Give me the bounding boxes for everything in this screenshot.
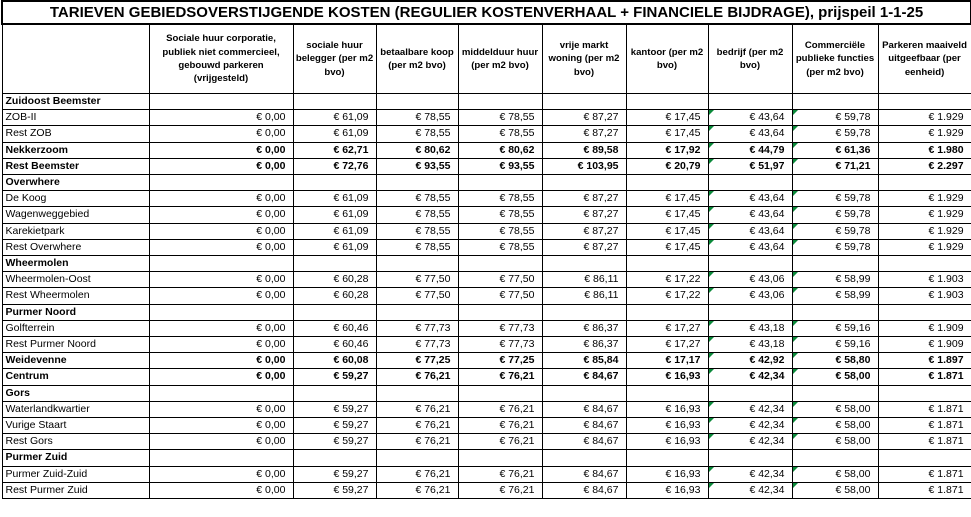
area-name: Wheermolen-Oost: [2, 272, 149, 288]
group-label: Zuidoost Beemster: [2, 94, 149, 110]
tariff-cell: € 0,00: [149, 434, 293, 450]
tariff-cell: € 17,45: [626, 239, 708, 255]
empty-cell: [458, 175, 542, 191]
group-header-row: [2, 175, 971, 191]
tariff-cell: € 78,55: [458, 191, 542, 207]
tariff-cell: € 1.929: [878, 223, 971, 239]
area-name: Golfterrein: [2, 320, 149, 336]
tariff-cell: € 76,21: [458, 466, 542, 482]
empty-cell: [626, 385, 708, 401]
empty-cell: [376, 256, 458, 272]
tariff-cell: € 0,00: [149, 466, 293, 482]
table-row: [2, 126, 971, 142]
table-row: [2, 207, 971, 223]
tariff-cell: € 60,28: [293, 272, 376, 288]
tariff-cell: € 59,16: [792, 320, 878, 336]
tariff-cell: € 17,45: [626, 223, 708, 239]
tariff-cell: € 76,21: [376, 401, 458, 417]
tariff-cell: € 87,27: [542, 191, 626, 207]
area-name: De Koog: [2, 191, 149, 207]
empty-cell: [149, 256, 293, 272]
empty-cell: [878, 304, 971, 320]
tariff-cell: € 20,79: [626, 158, 708, 174]
tariff-cell: € 1.871: [878, 418, 971, 434]
tariff-cell: € 1.929: [878, 110, 971, 126]
tariff-cell: € 86,37: [542, 337, 626, 353]
tariff-cell: € 1.871: [878, 466, 971, 482]
empty-cell: [376, 175, 458, 191]
header-commerciele-functies: Commerciële publieke functies (per m2 bvo): [792, 24, 878, 94]
tariff-cell: € 42,34: [708, 482, 792, 498]
tariff-cell: € 78,55: [458, 239, 542, 255]
tariff-cell: € 1.897: [878, 353, 971, 369]
tariff-cell: € 43,64: [708, 110, 792, 126]
group-label: Purmer Zuid: [2, 450, 149, 466]
tariff-cell: € 43,64: [708, 207, 792, 223]
empty-cell: [792, 256, 878, 272]
area-name: Rest Purmer Noord: [2, 337, 149, 353]
tariff-cell: € 0,00: [149, 223, 293, 239]
header-bedrijf: bedrijf (per m2 bvo): [708, 24, 792, 94]
tariff-cell: € 43,64: [708, 126, 792, 142]
empty-cell: [376, 450, 458, 466]
tariff-cell: € 0,00: [149, 158, 293, 174]
empty-cell: [878, 450, 971, 466]
header-sociale-huur-corporatie: Sociale huur corporatie, publiek niet commercieel, gebouwd parkeren (vrijgesteld): [149, 24, 293, 94]
empty-cell: [878, 94, 971, 110]
tariff-cell: € 1.929: [878, 239, 971, 255]
group-header-row: [2, 385, 971, 401]
tariff-cell: € 0,00: [149, 191, 293, 207]
tariff-cell: € 43,18: [708, 320, 792, 336]
empty-cell: [542, 450, 626, 466]
tariff-cell: € 0,00: [149, 110, 293, 126]
tariff-cell: € 59,78: [792, 191, 878, 207]
tariff-cell: € 59,16: [792, 337, 878, 353]
tariff-cell: € 1.871: [878, 434, 971, 450]
empty-cell: [376, 385, 458, 401]
tariff-cell: € 59,78: [792, 110, 878, 126]
tariff-cell: € 59,27: [293, 466, 376, 482]
tariff-cell: € 84,67: [542, 434, 626, 450]
table-row: [2, 401, 971, 417]
tariff-cell: € 1.980: [878, 142, 971, 158]
tariff-cell: € 0,00: [149, 207, 293, 223]
tariff-cell: € 0,00: [149, 288, 293, 304]
tariff-cell: € 59,27: [293, 482, 376, 498]
tariff-cell: € 58,00: [792, 369, 878, 385]
tariff-cell: € 60,46: [293, 320, 376, 336]
table-row: [2, 110, 971, 126]
tariff-cell: € 59,27: [293, 369, 376, 385]
group-label: Overwhere: [2, 175, 149, 191]
tariff-cell: € 43,06: [708, 272, 792, 288]
table-row: [2, 158, 971, 174]
tariff-cell: € 58,00: [792, 401, 878, 417]
tariff-cell: € 77,73: [458, 320, 542, 336]
tariff-cell: € 103,95: [542, 158, 626, 174]
tariff-cell: € 71,21: [792, 158, 878, 174]
tariff-cell: € 1.929: [878, 191, 971, 207]
tariff-cell: € 1.871: [878, 369, 971, 385]
tariff-cell: € 44,79: [708, 142, 792, 158]
tariff-cell: € 1.929: [878, 207, 971, 223]
tariff-cell: € 17,27: [626, 320, 708, 336]
empty-cell: [542, 94, 626, 110]
empty-cell: [542, 256, 626, 272]
header-area: [2, 24, 149, 94]
tariff-cell: € 59,78: [792, 239, 878, 255]
tariff-cell: € 0,00: [149, 337, 293, 353]
table-row: [2, 482, 971, 498]
tariff-cell: € 59,78: [792, 223, 878, 239]
table-row: [2, 369, 971, 385]
tariff-cell: € 77,50: [458, 288, 542, 304]
tariff-cell: € 42,34: [708, 369, 792, 385]
group-label: Gors: [2, 385, 149, 401]
area-name: Wagenweggebied: [2, 207, 149, 223]
tariff-cell: € 1.871: [878, 482, 971, 498]
header-parkeren-maaiveld: Parkeren maaiveld uitgeefbaar (per eenheid): [878, 24, 971, 94]
tariff-cell: € 59,78: [792, 207, 878, 223]
tariff-cell: € 17,45: [626, 191, 708, 207]
tariff-cell: € 76,21: [376, 418, 458, 434]
table-row: [2, 288, 971, 304]
tariff-cell: € 0,00: [149, 126, 293, 142]
tariff-cell: € 0,00: [149, 353, 293, 369]
group-header-row: [2, 94, 971, 110]
tariff-cell: € 78,55: [376, 110, 458, 126]
tariff-cell: € 84,67: [542, 418, 626, 434]
tariff-cell: € 78,55: [376, 239, 458, 255]
tariff-cell: € 87,27: [542, 207, 626, 223]
tariff-cell: € 59,78: [792, 126, 878, 142]
empty-cell: [708, 304, 792, 320]
empty-cell: [293, 94, 376, 110]
tariff-cell: € 87,27: [542, 239, 626, 255]
tariff-cell: € 16,93: [626, 466, 708, 482]
table-row: [2, 434, 971, 450]
tariff-cell: € 42,92: [708, 353, 792, 369]
tariff-cell: € 87,27: [542, 110, 626, 126]
tariff-cell: € 17,22: [626, 288, 708, 304]
tariff-cell: € 61,09: [293, 223, 376, 239]
table-row: [2, 466, 971, 482]
tariff-cell: € 42,34: [708, 466, 792, 482]
tariff-cell: € 17,45: [626, 207, 708, 223]
tariff-cell: € 61,09: [293, 239, 376, 255]
tariff-cell: € 93,55: [376, 158, 458, 174]
tariff-cell: € 17,27: [626, 337, 708, 353]
tariff-cell: € 1.929: [878, 126, 971, 142]
tariff-cell: € 86,11: [542, 272, 626, 288]
empty-cell: [149, 304, 293, 320]
tariff-cell: € 78,55: [376, 191, 458, 207]
tariff-cell: € 76,21: [376, 369, 458, 385]
tariff-cell: € 17,17: [626, 353, 708, 369]
empty-cell: [878, 256, 971, 272]
group-label: Wheermolen: [2, 256, 149, 272]
tariff-cell: € 59,27: [293, 418, 376, 434]
empty-cell: [542, 304, 626, 320]
tariff-cell: € 62,71: [293, 142, 376, 158]
empty-cell: [293, 175, 376, 191]
tariff-cell: € 42,34: [708, 434, 792, 450]
tariff-cell: € 78,55: [376, 223, 458, 239]
header-betaalbare-koop: betaalbare koop (per m2 bvo): [376, 24, 458, 94]
tariff-cell: € 59,27: [293, 401, 376, 417]
area-name: Purmer Zuid-Zuid: [2, 466, 149, 482]
tariff-cell: € 61,36: [792, 142, 878, 158]
area-name: Rest Overwhere: [2, 239, 149, 255]
tariff-cell: € 78,55: [458, 126, 542, 142]
tariff-cell: € 1.871: [878, 401, 971, 417]
tariff-cell: € 17,22: [626, 272, 708, 288]
tariff-cell: € 60,46: [293, 337, 376, 353]
tariff-cell: € 93,55: [458, 158, 542, 174]
tariff-cell: € 43,64: [708, 223, 792, 239]
tariff-cell: € 58,99: [792, 272, 878, 288]
tariff-cell: € 72,76: [293, 158, 376, 174]
tariff-cell: € 84,67: [542, 401, 626, 417]
area-name: Rest Beemster: [2, 158, 149, 174]
tariff-cell: € 1.909: [878, 320, 971, 336]
empty-cell: [626, 256, 708, 272]
area-name: Rest ZOB: [2, 126, 149, 142]
tariff-cell: € 76,21: [376, 466, 458, 482]
empty-cell: [708, 450, 792, 466]
tariff-cell: € 43,06: [708, 288, 792, 304]
empty-cell: [149, 175, 293, 191]
empty-cell: [626, 94, 708, 110]
empty-cell: [626, 304, 708, 320]
empty-cell: [708, 385, 792, 401]
tariff-cell: € 43,18: [708, 337, 792, 353]
tariff-table: [1, 0, 971, 499]
empty-cell: [792, 450, 878, 466]
empty-cell: [293, 256, 376, 272]
tariff-cell: € 0,00: [149, 320, 293, 336]
tariff-cell: € 61,09: [293, 126, 376, 142]
group-header-row: [2, 450, 971, 466]
tariff-cell: € 61,09: [293, 110, 376, 126]
table-row: [2, 239, 971, 255]
empty-cell: [376, 304, 458, 320]
tariff-cell: € 84,67: [542, 482, 626, 498]
tariff-cell: € 42,34: [708, 401, 792, 417]
tariff-cell: € 76,21: [458, 369, 542, 385]
table-row: [2, 272, 971, 288]
tariff-cell: € 76,21: [458, 401, 542, 417]
empty-cell: [792, 94, 878, 110]
empty-cell: [626, 450, 708, 466]
empty-cell: [149, 94, 293, 110]
tariff-cell: € 77,25: [458, 353, 542, 369]
tariff-cell: € 84,67: [542, 466, 626, 482]
tariff-cell: € 16,93: [626, 401, 708, 417]
empty-cell: [792, 385, 878, 401]
tariff-cell: € 16,93: [626, 418, 708, 434]
empty-cell: [149, 385, 293, 401]
table-row: [2, 418, 971, 434]
tariff-cell: € 87,27: [542, 126, 626, 142]
tariff-cell: € 58,99: [792, 288, 878, 304]
area-name: Weidevenne: [2, 353, 149, 369]
tariff-cell: € 86,37: [542, 320, 626, 336]
tariff-cell: € 77,73: [376, 337, 458, 353]
tariff-cell: € 76,21: [376, 482, 458, 498]
empty-cell: [376, 94, 458, 110]
tariff-cell: € 17,45: [626, 110, 708, 126]
area-name: ZOB-II: [2, 110, 149, 126]
tariff-cell: € 61,09: [293, 191, 376, 207]
tariff-cell: € 0,00: [149, 482, 293, 498]
empty-cell: [878, 385, 971, 401]
empty-cell: [542, 385, 626, 401]
area-name: Waterlandkwartier: [2, 401, 149, 417]
tariff-cell: € 78,55: [376, 207, 458, 223]
tariff-cell: € 76,21: [458, 482, 542, 498]
tariff-cell: € 58,00: [792, 418, 878, 434]
group-header-row: [2, 304, 971, 320]
empty-cell: [293, 450, 376, 466]
empty-cell: [626, 175, 708, 191]
empty-cell: [293, 304, 376, 320]
area-name: Centrum: [2, 369, 149, 385]
tariff-cell: € 78,55: [376, 126, 458, 142]
tariff-cell: € 87,27: [542, 223, 626, 239]
table-row: [2, 223, 971, 239]
tariff-cell: € 78,55: [458, 207, 542, 223]
empty-cell: [792, 304, 878, 320]
tariff-cell: € 60,28: [293, 288, 376, 304]
tariff-cell: € 78,55: [458, 110, 542, 126]
tariff-cell: € 2.297: [878, 158, 971, 174]
tariff-cell: € 1.903: [878, 288, 971, 304]
tariff-cell: € 17,45: [626, 126, 708, 142]
tariff-cell: € 77,50: [458, 272, 542, 288]
header-vrije-markt-woning: vrije markt woning (per m2 bvo): [542, 24, 626, 94]
tariff-cell: € 0,00: [149, 239, 293, 255]
tariff-cell: € 76,21: [458, 418, 542, 434]
tariff-cell: € 42,34: [708, 418, 792, 434]
tariff-cell: € 0,00: [149, 142, 293, 158]
tariff-cell: € 76,21: [376, 434, 458, 450]
tariff-cell: € 16,93: [626, 369, 708, 385]
empty-cell: [708, 94, 792, 110]
empty-cell: [708, 175, 792, 191]
tariff-cell: € 58,00: [792, 466, 878, 482]
tariff-cell: € 0,00: [149, 272, 293, 288]
area-name: Vurige Staart: [2, 418, 149, 434]
tariff-cell: € 58,80: [792, 353, 878, 369]
tariff-cell: € 0,00: [149, 369, 293, 385]
tariff-cell: € 89,58: [542, 142, 626, 158]
table-row: [2, 353, 971, 369]
empty-cell: [708, 256, 792, 272]
tariff-cell: € 60,08: [293, 353, 376, 369]
tariff-cell: € 84,67: [542, 369, 626, 385]
header-row: [2, 24, 971, 94]
empty-cell: [458, 304, 542, 320]
empty-cell: [458, 450, 542, 466]
tariff-cell: € 86,11: [542, 288, 626, 304]
empty-cell: [293, 385, 376, 401]
table-row: [2, 142, 971, 158]
tariff-cell: € 0,00: [149, 401, 293, 417]
tariff-cell: € 77,25: [376, 353, 458, 369]
empty-cell: [458, 94, 542, 110]
tariff-cell: € 77,50: [376, 288, 458, 304]
area-name: Rest Purmer Zuid: [2, 482, 149, 498]
tariff-cell: € 77,50: [376, 272, 458, 288]
tariff-cell: € 58,00: [792, 482, 878, 498]
header-middelduur-huur: middelduur huur (per m2 bvo): [458, 24, 542, 94]
area-name: Karekietpark: [2, 223, 149, 239]
tariff-cell: € 77,73: [458, 337, 542, 353]
tariff-cell: € 51,97: [708, 158, 792, 174]
empty-cell: [458, 385, 542, 401]
group-header-row: [2, 256, 971, 272]
tariff-cell: € 78,55: [458, 223, 542, 239]
table-title: TARIEVEN GEBIEDSOVERSTIJGENDE KOSTEN (REGULIER KOSTENVERHAAL + FINANCIELE BIJDRAGE), prijspeil 1-1-25: [2, 1, 971, 24]
empty-cell: [149, 450, 293, 466]
header-kantoor: kantoor (per m2 bvo): [626, 24, 708, 94]
area-name: Rest Gors: [2, 434, 149, 450]
table-row: [2, 337, 971, 353]
table-row: [2, 191, 971, 207]
tariff-cell: € 16,93: [626, 482, 708, 498]
empty-cell: [542, 175, 626, 191]
tariff-cell: € 17,92: [626, 142, 708, 158]
tariff-cell: € 58,00: [792, 434, 878, 450]
tariff-cell: € 43,64: [708, 191, 792, 207]
area-name: Nekkerzoom: [2, 142, 149, 158]
tariff-cell: € 16,93: [626, 434, 708, 450]
table-row: [2, 320, 971, 336]
tariff-cell: € 59,27: [293, 434, 376, 450]
tariff-cell: € 0,00: [149, 418, 293, 434]
tariff-cell: € 80,62: [376, 142, 458, 158]
empty-cell: [878, 175, 971, 191]
header-sociale-huur-belegger: sociale huur belegger (per m2 bvo): [293, 24, 376, 94]
group-label: Purmer Noord: [2, 304, 149, 320]
title-row: [2, 1, 971, 24]
tariff-cell: € 80,62: [458, 142, 542, 158]
tariff-cell: € 43,64: [708, 239, 792, 255]
tariff-cell: € 85,84: [542, 353, 626, 369]
tariff-cell: € 1.909: [878, 337, 971, 353]
tariff-cell: € 1.903: [878, 272, 971, 288]
tariff-cell: € 77,73: [376, 320, 458, 336]
tariff-cell: € 76,21: [458, 434, 542, 450]
area-name: Rest Wheermolen: [2, 288, 149, 304]
empty-cell: [792, 175, 878, 191]
empty-cell: [458, 256, 542, 272]
tariff-cell: € 61,09: [293, 207, 376, 223]
